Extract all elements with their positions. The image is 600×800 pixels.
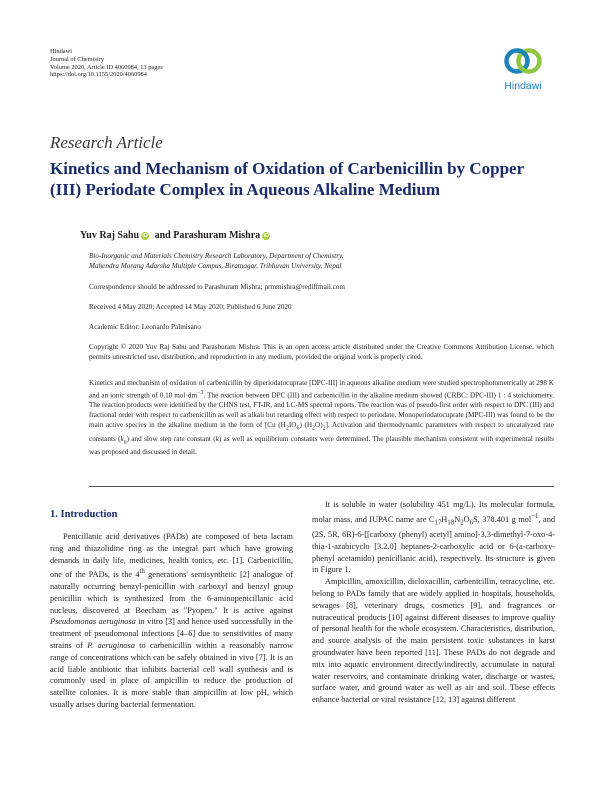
body-text: H xyxy=(441,514,448,524)
correspondence: Correspondence should be addressed to Parashuram Mishra; prmmishra@rediffmail.com xyxy=(89,283,345,291)
abstract-sub: u xyxy=(123,439,127,446)
abstract-text: ) as well as equilibrium constants were determined. The plausible mechanism consistent with experimental results was proposed and discussed in detail. xyxy=(89,434,554,457)
body-text: to carbenicillin within a reasonably narrow range of concentrations which can be safely obtained in vivo [7]. It is an acid liable antibiotic that inhibits bacterial cell wall synthesis and is commonly used in place of ampicillin to reduce the production of satellite colonies. It is more stable than ampicillin at low pH, which usually arises during bacterial fermentation. xyxy=(50,640,293,709)
section-heading: 1. Introduction xyxy=(50,509,118,520)
paragraph xyxy=(312,576,555,706)
body-text: generations' semisynthetic [2] analogue of naturally occurring benzyl-penicillin with carboxyl and benzyl group penicillin which is synthesized from the 6-aminopenicillanic acid nucleus, discovered at Beecham as "Pyopen." It is active against xyxy=(50,570,293,615)
publisher-name: Hindawi xyxy=(50,48,73,55)
abstract-text: ) (H xyxy=(299,421,313,430)
journal-name: Journal of Chemistry xyxy=(50,55,104,63)
body-text: Penicillanic acid derivatives (PADs) are composed of beta lactam ring and thiazolidine ring as the integral part which have growing demands in daily life, medicines, health tonics, etc. [1]. Carbenicillin, one of the PADs, is the 4 xyxy=(50,532,293,580)
paragraph xyxy=(50,531,293,711)
body-text: S, 378.401 g mol xyxy=(473,514,532,524)
hindawi-rings-icon xyxy=(496,44,550,80)
body-text: , and (2S, 5R, 6R)-6-[[carboxy (phenyl) acetyl] amino]-3,3-dimethyl-7-oxo-4-thia-1-azabicyclo [3.2.0] heptanes-2-carboxylic acid or 6-(a-carboxy-phenyl acetamido) penicillanic acid), respectively. Its structure is given in Figure 1. xyxy=(312,514,555,575)
body-sub: 2 xyxy=(460,519,464,527)
abstract-sup: −3 xyxy=(197,390,204,396)
article-type: Research Article xyxy=(50,133,163,152)
body-text: Ampicillin, amoxicillin, dicloxacillin, carbenicillin, tetracycline, etc. belong to PADs family that are widely applied in hospitals, households, sewages [8], veterinary drugs, cosmetics [9], and fragrances or nutraceutical products [10] against different diseases to improve quality of personal health for the whole ecosystem. Characteristics, distribution, and source analysis of the main persistent toxic substances in karst groundwater have been reported [11]. These PADs do not degrade and mix into aquatic environment directly/indirectly, accumulate in natural water reservoirs, and contaminate drinking water, discharge or wastes, surface water, and ground water as well as air and soil. These effects enhance bacterial or viral resistance [12, 13] against different xyxy=(312,577,555,705)
paragraph xyxy=(312,499,555,576)
journal-header xyxy=(50,48,163,79)
abstract xyxy=(89,378,554,457)
body-text: in vitro [3] and hence used successfully in the treatment of pseudomonal infections [4–6] due to sensitivities of many strains of xyxy=(50,617,293,650)
body-column-right xyxy=(312,499,555,706)
body-sub: 18 xyxy=(447,519,455,527)
body-text: N xyxy=(454,514,461,524)
hindawi-logo[interactable] xyxy=(496,44,550,92)
orcid-icon[interactable]: iD xyxy=(142,233,148,239)
body-sup: th xyxy=(139,568,145,576)
orcid-icon[interactable]: iD xyxy=(263,233,269,239)
species-name: Pseudomonas aeruginosa xyxy=(50,617,136,627)
article-title: Kinetics and Mechanism of Oxidation of Carbenicillin by Copper (III) Periodate Complex in Aqueous Alkaline Medium xyxy=(50,159,524,199)
copyright-notice: Copyright © 2020 Yuv Raj Sahu and Parashuram Mishra. This is an open access article distributed under the Creative Commons Attribution License, which permits unrestricted use, distribution, and reproduction in any medium, provided the original work is properly cited. xyxy=(89,343,554,361)
author-list xyxy=(80,230,273,241)
abstract-divider xyxy=(89,486,554,487)
doi-link[interactable]: https://doi.org/10.1155/2020/4060984 xyxy=(50,71,147,79)
affiliation xyxy=(89,251,549,271)
affiliation-line: Bio-Inorganic and Materials Chemistry Research Laboratory, Department of Chemistry, xyxy=(89,252,344,260)
body-sub: 17 xyxy=(434,519,442,527)
abstract-sub: 2 xyxy=(312,425,316,432)
academic-editor: Academic Editor: Leonardo Palmisano xyxy=(89,323,201,331)
affiliation-line: Mahendra Morang Adarsha Multiple Campus, Biratnagar, Tribhuvan University, Nepal xyxy=(89,262,342,270)
abstract-symbol: k xyxy=(120,434,124,443)
abstract-text: ]. Activation and thermodynamic parameters with respect to uncatalyzed rate constants ( xyxy=(89,421,554,443)
body-sup: −1 xyxy=(531,512,539,520)
abstract-text: Kinetics and mechanism of oxidation of carbenicillin by diperiodatocuprate [DPC-III] in aqueous alkaline medium were studied spectrophotometrically at 298 K and an ionic strength of 0.10 mol·dm xyxy=(89,379,554,400)
author-name[interactable]: Parashuram Mishra xyxy=(173,230,261,241)
abstract-text: O) xyxy=(315,421,323,430)
abstract-text: IO xyxy=(288,421,297,430)
hindawi-wordmark: Hindawi xyxy=(504,80,542,92)
author-name[interactable]: Yuv Raj Sahu xyxy=(80,230,140,241)
abstract-text: ) and slow step rate constant ( xyxy=(126,434,216,443)
abstract-symbol: k xyxy=(215,434,219,443)
body-column-left xyxy=(50,531,293,711)
abstract-sub: 6 xyxy=(296,425,300,432)
volume-line: Volume 2020, Article ID 4060984, 13 pages xyxy=(50,63,163,71)
species-name: P. aeruginosa xyxy=(87,640,135,650)
author-connector: and xyxy=(154,230,171,241)
body-text: O xyxy=(463,514,470,524)
abstract-sub: 2 xyxy=(322,425,326,432)
abstract-text: . The reaction between DPC (III) and carbenicillin in the alkaline medium showed (CRBC: DPC-III) 1 : 4 stoichiometry. The reaction products were identified by the CHNS test, FT-IR, and LC-MS spectral reports. The reaction was of pseudo-first order with respect to DPC (III) and fractional order with respect to carbenicillin as well as alkali but retarding effect with respect to periodate. Monoperiodatocuprate (MPC-III) was found to be the main active species in the alkaline medium in the form of [Cu (H xyxy=(89,391,555,430)
article-dates: Received 4 May 2020; Accepted 14 May 2020; Published 6 June 2020 xyxy=(89,303,292,311)
body-text: It is soluble in water (solubility 451 mg/L). Its molecular formula, molar mass, and IUPAC name are C xyxy=(312,500,555,524)
body-sub: 6 xyxy=(469,519,474,527)
abstract-sub: 2 xyxy=(285,425,289,432)
